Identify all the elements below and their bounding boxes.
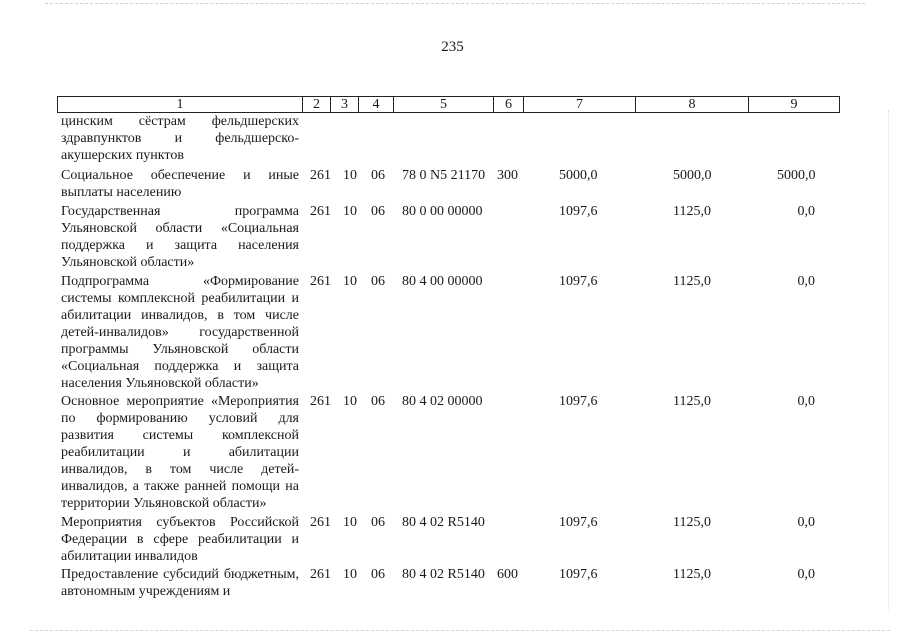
row-name: цинским сёстрам фельдшерских здравпунктов и фельдшерско-акушерских пунктов [61,114,299,163]
header-cell: 6 [494,96,524,113]
row-section: 10 [343,204,357,219]
row-amount-col9: 0,0 [797,204,815,219]
row-amount-col8: 1125,0 [673,274,711,289]
row-expense-type: 300 [497,168,518,183]
row-amount-col9: 0,0 [797,274,815,289]
row-subsection: 06 [371,394,385,409]
row-amount-col9: 0,0 [797,394,815,409]
row-target-article: 80 4 02 R5140 [402,515,485,530]
row-admin-code: 261 [310,274,331,289]
row-amount-col7: 1097,6 [559,204,598,219]
row-target-article: 80 4 02 R5140 [402,567,485,582]
row-target-article: 78 0 N5 21170 [402,168,486,183]
row-name: Основное мероприятие «Мероприятия по формированию условий для развития системы комплексной реабилитации и абилитации инвалидов, в том числе детей-инвалидов, а также ранней помощи на территории Ульяновской области» [61,394,299,511]
row-section: 10 [343,567,357,582]
row-subsection: 06 [371,515,385,530]
row-amount-col9: 5000,0 [777,168,816,183]
row-expense-type: 600 [497,567,518,582]
header-cell: 9 [749,96,840,113]
row-subsection: 06 [371,168,385,183]
header-cell: 1 [57,96,303,113]
row-amount-col9: 0,0 [797,515,815,530]
row-admin-code: 261 [310,515,331,530]
header-cell: 5 [394,96,494,113]
row-admin-code: 261 [310,567,331,582]
row-amount-col8: 1125,0 [673,204,711,219]
row-target-article: 80 4 00 00000 [402,274,483,289]
row-amount-col8: 1125,0 [673,567,711,582]
row-amount-col8: 1125,0 [673,515,711,530]
row-section: 10 [343,274,357,289]
header-cell: 2 [303,96,331,113]
row-amount-col7: 1097,6 [559,394,598,409]
scan-edge-top [45,3,865,4]
header-cell: 8 [636,96,749,113]
table-header [57,96,840,113]
row-admin-code: 261 [310,168,331,183]
row-amount-col7: 1097,6 [559,515,598,530]
row-admin-code: 261 [310,204,331,219]
row-amount-col7: 1097,6 [559,274,598,289]
row-subsection: 06 [371,567,385,582]
scan-edge-right [888,110,889,610]
row-amount-col9: 0,0 [797,567,815,582]
row-amount-col7: 1097,6 [559,567,598,582]
row-name: Мероприятия субъектов Российской Федерации в сфере реабилитации и абилитации инвалидов [61,515,299,564]
row-subsection: 06 [371,274,385,289]
row-amount-col7: 5000,0 [559,168,598,183]
row-amount-col8: 5000,0 [673,168,712,183]
row-name: Социальное обеспечение и иные выплаты населению [61,168,299,200]
header-cell: 3 [331,96,359,113]
header-cell: 4 [359,96,394,113]
row-amount-col8: 1125,0 [673,394,711,409]
row-admin-code: 261 [310,394,331,409]
row-target-article: 80 4 02 00000 [402,394,483,409]
row-section: 10 [343,168,357,183]
row-name: Предоставление субсидий бюджетным, автономным учреждениям и [61,567,299,599]
row-subsection: 06 [371,204,385,219]
row-section: 10 [343,515,357,530]
row-section: 10 [343,394,357,409]
header-cell: 7 [524,96,636,113]
page-number: 235 [441,39,464,55]
row-name: Государственная программа Ульяновской области «Социальная поддержка и защита населения Ульяновской области» [61,204,299,270]
scan-edge-bottom [30,630,890,631]
row-target-article: 80 0 00 00000 [402,204,483,219]
row-name: Подпрограмма «Формирование системы комплексной реабилитации и абилитации инвалидов, в том числе детей-инвалидов» государственной программы Ульяновской области «Социальная поддержка и защита населения Ульяновской области» [61,274,299,391]
